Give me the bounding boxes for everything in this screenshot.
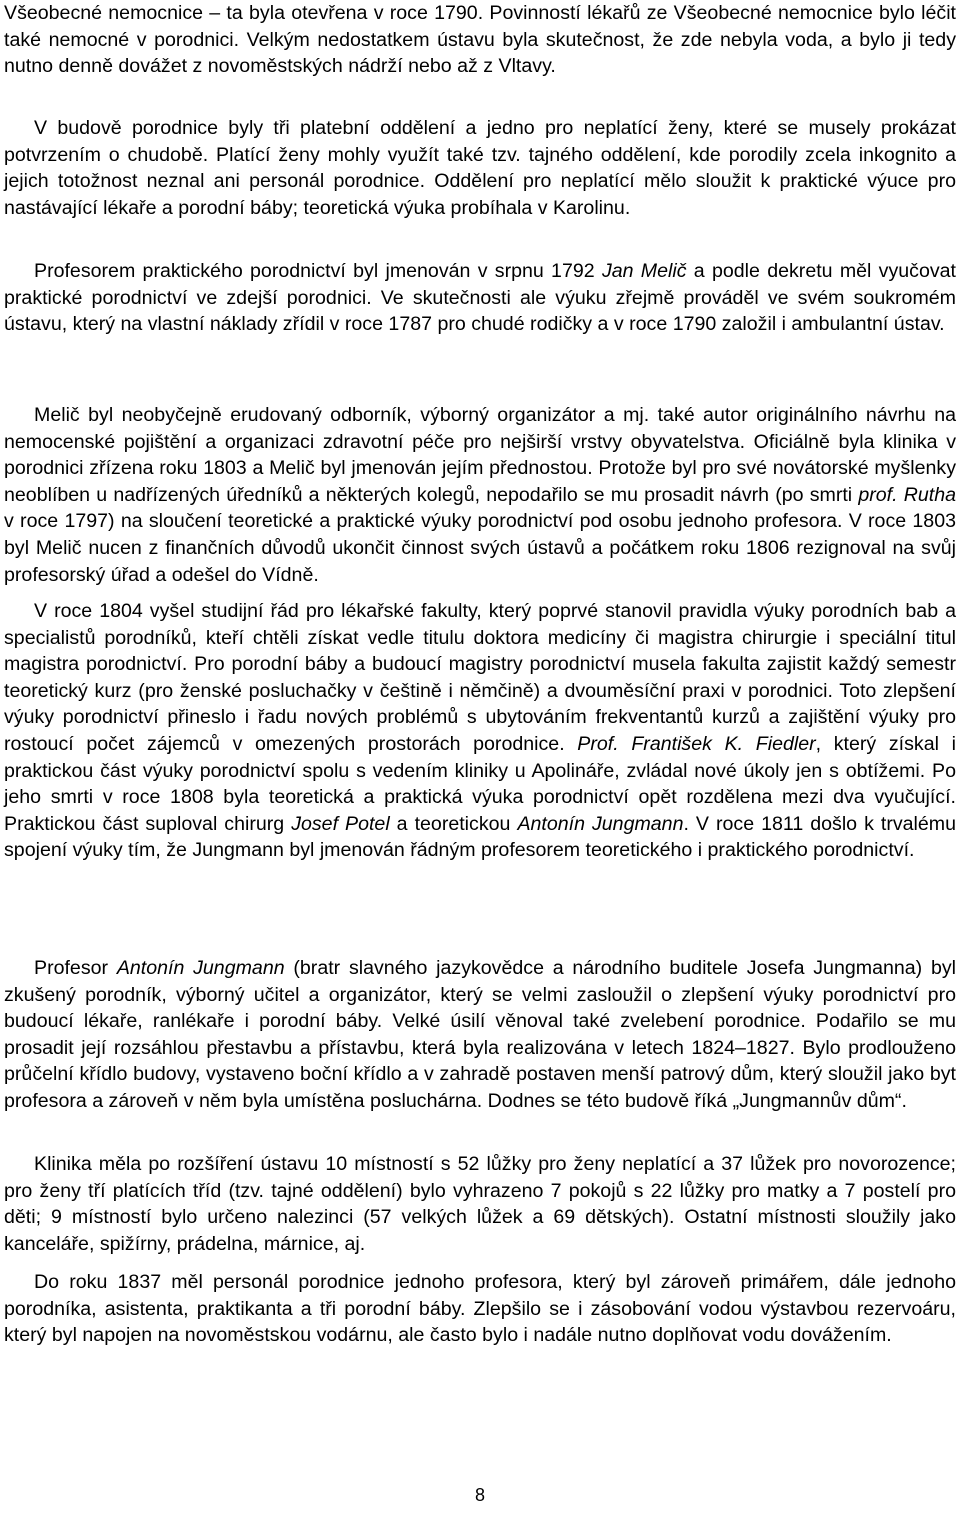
paragraph-8	[4, 1269, 956, 1349]
text-segment: a podle dekretu měl vyučovat praktické porodnictví ve zdejší porodnici. Ve skutečnosti ale výuku zřejmě prováděl ve svém soukromém ústavu, který na vlastní náklady zřídil v roce 1787 pro chudé rodičky a v roce 1790 založil i ambulantní ústav.	[4, 260, 957, 336]
text-segment: V roce 1804 vyšel studijní řád pro lékařské fakulty, který poprvé stanovil pravidla výuky porodních bab a specialistů porodníků, kteří chtěli získat vedle titulu doktora medicíny či magistra chirurgie i speciální titul magistra porodnictví. Pro porodní báby a budoucí magistry porodnictví musela fakulta zajistit každý semestr teoretický kurz (pro ženské posluchačky v češtině i němčině) a dvouměsíční praxi v porodnici. Toto zlepšení výuky porodnictví přineslo i řadu nových problémů s ubytováním frekventantů kurzů a zajištění výuky pro rostoucí počet zájemců v omezených prostorách porodnice.	[4, 600, 956, 755]
paragraph-6	[4, 955, 956, 1115]
text-segment: Melič byl neobyčejně erudovaný odborník, výborný organizátor a mj. také autor originálního návrhu na nemocenské pojištění a organizaci zdravotní péče pro nejširší vrstvy obyvatelstva. Oficiálně byla klinika v porodnici zřízena roku 1803 a Melič byl jmenován jejím přednostou. Protože byl pro své novátorské myšlenky neoblíben u nadřízených úředníků a některých kolegů, nepodařilo se mu prosadit návrh (po smrti	[4, 404, 956, 506]
italic-name-segment: Josef Potel	[291, 812, 390, 835]
italic-name-segment: Antonín Jungmann	[517, 812, 684, 835]
italic-name-segment: prof. Rutha	[858, 483, 956, 506]
text-segment: Všeobecné nemocnice – ta byla otevřena v roce 1790. Povinností lékařů ze Všeobecné nemocnice bylo léčit také nemocné v porodnici. Velkým nedostatkem ústavu byla skutečnost, že zde nebyla voda, a bylo ji tedy nutno denně dovážet z novoměstských nádrží nebo až z Vltavy.	[4, 2, 956, 78]
italic-name-segment: Jan Melič	[601, 260, 687, 282]
page-number: 8	[474, 1485, 485, 1505]
paragraph-1	[4, 0, 956, 80]
paragraph-3	[4, 258, 956, 338]
italic-name-segment: Antonín Jungmann	[116, 957, 285, 979]
text-segment: V budově porodnice byly tři platební oddělení a jedno pro neplatící ženy, které se musely prokázat potvrzením o chudobě. Platící ženy mohly využít také tzv. tajného oddělení, kde porodily zcela inkognito a jejich totožnost neznal ani personál porodnice. Oddělení pro neplatící mělo sloužit k praktické výuce pro nastávající lékaře a porodní báby; teoretická výuka probíhala v Karolinu.	[4, 117, 956, 219]
text-segment: a teoretickou	[389, 812, 518, 835]
text-segment: v roce 1797) na sloučení teoretické a praktické výuky porodnictví pod osobu jednoho profesora. V roce 1803 byl Melič nucen z finančních důvodů ukončit činnost svých ústavů a počátkem roku 1806 rezignoval na svůj profesorský úřad a odešel do Vídně.	[4, 510, 956, 586]
paragraph-7	[4, 1151, 956, 1257]
text-segment: Do roku 1837 měl personál porodnice jednoho profesora, který byl zároveň primářem, dále jednoho porodníka, asistenta, praktikanta a tři porodní báby. Zlepšilo se i zásobování vodou výstavbou rezervoáru, který byl napojen na novoměstskou vodárnu, ale často bylo i nadále nutno doplňovat vodu dovážením.	[4, 1271, 956, 1347]
paragraph-5	[4, 598, 956, 864]
text-segment: Profesor	[34, 957, 117, 979]
text-segment: Klinika měla po rozšíření ústavu 10 místností s 52 lůžky pro ženy neplatící a 37 lůžek pro novorozence; pro ženy tří platících tříd (tzv. tajné oddělení) bylo vyhrazeno 7 pokojů s 22 lůžky pro matky a 7 postelí pro děti; 9 místností bylo určeno nalezinci (57 velkých lůžek a 69 dětských). Ostatní místnosti sloužily jako kanceláře, spižírny, prádelna, márnice, aj.	[4, 1153, 956, 1255]
text-segment: (bratr slavného jazykovědce a národního buditele Josefa Jungmanna) byl zkušený porodník, výborný učitel a organizátor, který se velmi zasloužil o zlepšení výuky porodnictví pro budoucí lékaře, ranlékaře i porodní báby. Velké úsilí věnoval také zvelebení porodnice. Podařilo se mu prosadit její rozsáhlou přestavbu a přístavbu, která byla realizována v letech 1824–1827. Bylo prodlouženo průčelní křídlo budovy, vystaveno boční křídlo a v zahradě postaven menší patrový dům, který sloužil jako byt profesora a zároveň v něm byla umístěna posluchárna. Dodnes se této budově říká „Jungmannův dům“.	[4, 957, 956, 1112]
paragraph-2	[4, 115, 956, 221]
text-segment: . V roce 1811 došlo k trvalému spojení výuky tím, že Jungmann byl jmenován řádným profesorem teoretického i praktického porodnictví.	[4, 812, 957, 862]
text-segment: Profesorem praktického porodnictví byl jmenován v srpnu 1792	[34, 260, 602, 282]
paragraph-4	[4, 402, 956, 588]
italic-name-segment: Prof. František K. Fiedler	[577, 732, 816, 755]
text-segment: , který získal i praktickou část výuky porodnictví spolu s vedením kliniky u Apolináře, zvládal nové úkoly jen s obtížemi. Po jeho smrti v roce 1808 byla teoretická a praktická výuka porodnictví opět rozdělena mezi dva vyučující. Praktickou část suploval chirurg	[4, 732, 956, 835]
